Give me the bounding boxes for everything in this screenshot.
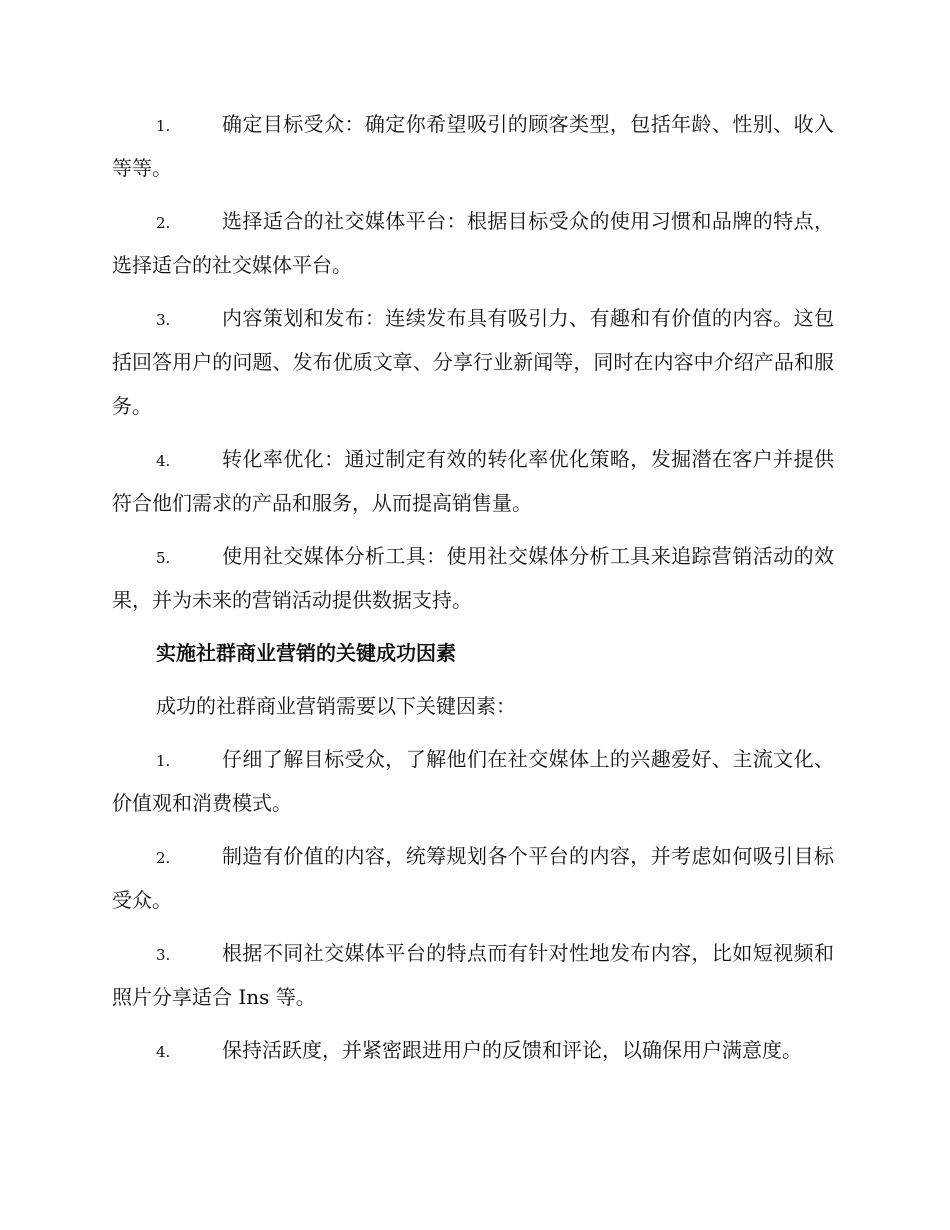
list-number: 4. [156, 1043, 171, 1061]
section-heading: 实施社群商业营销的关键成功因素 [156, 641, 456, 665]
steps-list [112, 102, 834, 622]
section-intro: 成功的社群商业营销需要以下关键因素： [156, 694, 516, 718]
list-number: 3. [156, 946, 171, 964]
list-item [112, 296, 834, 428]
list-item [112, 737, 834, 825]
list-item-text: 确定目标受众：确定你希望吸引的顾客类型，包括年龄、性别、收入等等。 [112, 112, 834, 180]
list-item-text: 制造有价值的内容，统筹规划各个平台的内容，并考虑如何吸引目标受众。 [112, 844, 834, 912]
list-number: 4. [156, 452, 171, 470]
list-number: 1. [156, 752, 171, 770]
list-item-text: 选择适合的社交媒体平台：根据目标受众的使用习惯和品牌的特点，选择适合的社交媒体平台。 [112, 209, 834, 277]
success-factors-list [112, 737, 834, 1072]
list-number: 1. [156, 117, 171, 135]
list-item [112, 437, 834, 525]
list-item-text: 保持活跃度，并紧密跟进用户的反馈和评论，以确保用户满意度。 [222, 1038, 802, 1062]
list-item-text: 使用社交媒体分析工具：使用社交媒体分析工具来追踪营销活动的效果，并为未来的营销活动提供数据支持。 [112, 544, 834, 612]
list-item-text: 根据不同社交媒体平台的特点而有针对性地发布内容，比如短视频和照片分享适合 Ins 等。 [112, 941, 834, 1009]
list-item [112, 931, 834, 1019]
list-number: 2. [156, 849, 171, 867]
list-item-text: 转化率优化：通过制定有效的转化率优化策略，发掘潜在客户并提供符合他们需求的产品和服务，从而提高销售量。 [112, 447, 834, 515]
list-number: 2. [156, 214, 171, 232]
list-item [112, 834, 834, 922]
list-item [112, 102, 834, 190]
list-item [112, 199, 834, 287]
document-page [112, 102, 834, 1081]
list-number: 5. [156, 549, 171, 567]
list-number: 3. [156, 311, 171, 329]
list-item-text: 仔细了解目标受众，了解他们在社交媒体上的兴趣爱好、主流文化、价值观和消费模式。 [112, 747, 834, 815]
list-item-text: 内容策划和发布：连续发布具有吸引力、有趣和有价值的内容。这包括回答用户的问题、发布优质文章、分享行业新闻等，同时在内容中介绍产品和服务。 [112, 306, 834, 418]
list-item [112, 1028, 834, 1072]
list-item [112, 534, 834, 622]
